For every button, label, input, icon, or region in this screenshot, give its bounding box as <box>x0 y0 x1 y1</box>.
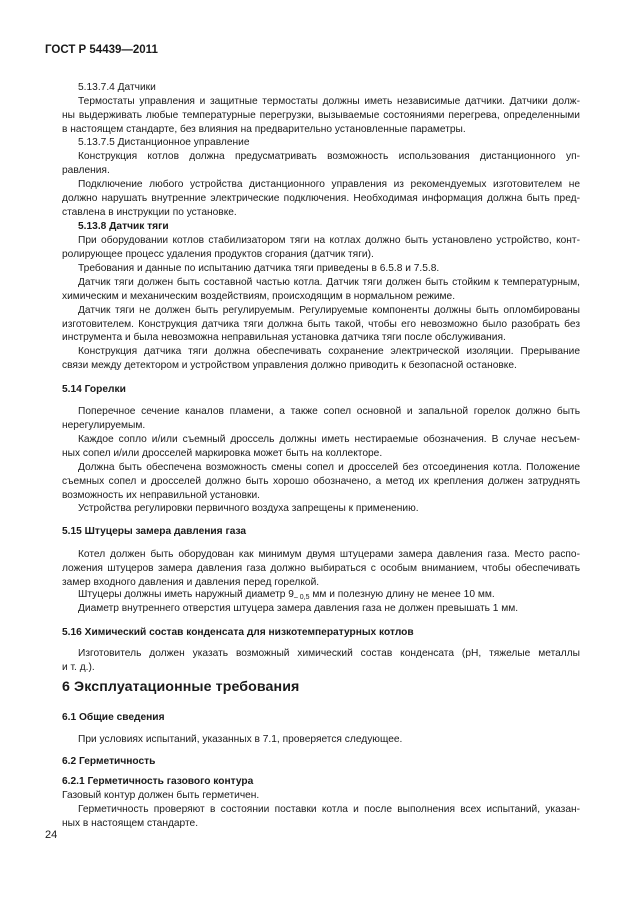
text-line: Подключение любого устройства дистанционного управления из рекомендуемых изготовителем не <box>78 179 580 190</box>
text-line: Конструкция котлов должна предусматривать возможность использования дистанционного уп- <box>78 151 580 162</box>
section-heading-6: 6 Эксплуатационные требования <box>62 679 300 695</box>
text-fragment: мм и полезную длину не менее 10 мм. <box>312 589 495 600</box>
text-line: Датчик тяги не должен быть регулируемым. Регулируемые компоненты должны быть опломбированы <box>78 305 580 316</box>
text-line: ных в настоящем стандарте. <box>62 818 199 829</box>
text-line: Каждое сопло и/или съемный дроссель должны иметь нестираемые обозначения. В случае несъем- <box>78 434 580 445</box>
text-line: инструмента и была невозможна неправильная установка датчика тяги после обслуживания. <box>62 332 506 343</box>
text-line: изготовителем. Конструкция датчика тяги должна быть такой, чтобы его невозможно было разобрать без <box>62 319 580 330</box>
text-line: в настоящем стандарте, без влияния на предварительно установленные параметры. <box>62 124 466 135</box>
text-line: ложения штуцеров замера давления газа должно выбираться с особым вниманием, чтобы обеспечивать <box>62 563 580 574</box>
text-line: При оборудовании котлов стабилизатором тяги на котлах должно быть установлено устройство, конт- <box>78 235 580 246</box>
text-line: 5.13.7.4 Датчики <box>78 82 156 93</box>
text-line: Газовый контур должен быть герметичен. <box>62 790 260 801</box>
tolerance-subscript: – 0,5 <box>293 594 310 601</box>
text-line: ролирующее процесс удаления продуктов сгорания (датчик тяги). <box>62 249 374 260</box>
section-heading: 5.14 Горелки <box>62 384 126 395</box>
text-line: Должна быть обеспечена возможность смены сопел и дросселей без отсоединения котла. Положение <box>78 462 580 473</box>
text-fragment: Штуцеры должны иметь наружный диаметр 9 <box>78 589 294 600</box>
text-line <box>78 588 495 604</box>
text-line: химическим и механическим воздействиям, происходящим в нормальном режиме. <box>62 291 456 302</box>
document-header: ГОСТ Р 54439—2011 <box>45 44 158 56</box>
text-line: Герметичность проверяют в состоянии поставки котла и после выполнения всех испытаний, указан- <box>78 804 580 815</box>
section-heading: 5.13.8 Датчик тяги <box>78 221 169 232</box>
text-line: Термостаты управления и защитные термостаты должны иметь независимые датчики. Датчики долж- <box>78 96 580 107</box>
text-line: Устройства регулировки первичного воздуха запрещены к применению. <box>78 503 419 514</box>
section-heading: 6.1 Общие сведения <box>62 712 165 723</box>
text-line: ны выдерживать любые температурные перегрузки, вызываемые состояниями перегрева, определенными <box>62 110 580 121</box>
section-heading: 6.2.1 Герметичность газового контура <box>62 776 254 787</box>
section-heading: 5.15 Штуцеры замера давления газа <box>62 526 247 537</box>
text-line: 5.13.7.5 Дистанционное управление <box>78 137 250 148</box>
text-line: и т. д.). <box>62 662 95 673</box>
text-line: Датчик тяги должен быть составной частью котла. Датчик тяги должен быть стойким к температурным, <box>78 277 580 288</box>
text-line: ных сопел и/или дросселей маркировка может быть на коллекторе. <box>62 448 383 459</box>
page-number: 24 <box>45 829 58 841</box>
text-line: Поперечное сечение каналов пламени, а также сопел основной и запальной горелок должно быть <box>78 406 580 417</box>
text-line: съемных сопел и дросселей должно быть хорошо обозначено, а метод их крепления должен затруднять <box>62 476 580 487</box>
text-line: Котел должен быть оборудован как минимум двумя штуцерами замера давления газа. Место распо- <box>78 549 580 560</box>
text-line: ставлена в инструкции по установке. <box>62 207 237 218</box>
text-line: связи между детектором и устройством управления должно приводить к безопасной остановке. <box>62 360 517 371</box>
text-line: нерегулируемым. <box>62 420 146 431</box>
text-line: замер входного давления и давления перед горелкой. <box>62 577 320 588</box>
text-line: Изготовитель должен указать возможный химический состав конденсата (pH, тяжелые металлы <box>78 648 580 659</box>
text-line: При условиях испытаний, указанных в 7.1, проверяется следующее. <box>78 734 403 745</box>
section-heading: 5.16 Химический состав конденсата для низкотемпературных котлов <box>62 627 414 638</box>
text-line: должно нарушать внутренние электрические подключения. Необходимая информация должна быть пред- <box>62 193 580 204</box>
text-line: Требования и данные по испытанию датчика тяги приведены в 6.5.8 и 7.5.8. <box>78 263 440 274</box>
text-line: Диаметр внутреннего отверстия штуцера замера давления газа не должен превышать 1 мм. <box>78 603 519 614</box>
text-line: возможность их неправильной установки. <box>62 490 260 501</box>
section-heading: 6.2 Герметичность <box>62 756 156 767</box>
text-line: равления. <box>62 165 110 176</box>
text-line: Конструкция датчика тяги должна обеспечивать сохранение электрической изоляции. Прерывание <box>78 346 580 357</box>
